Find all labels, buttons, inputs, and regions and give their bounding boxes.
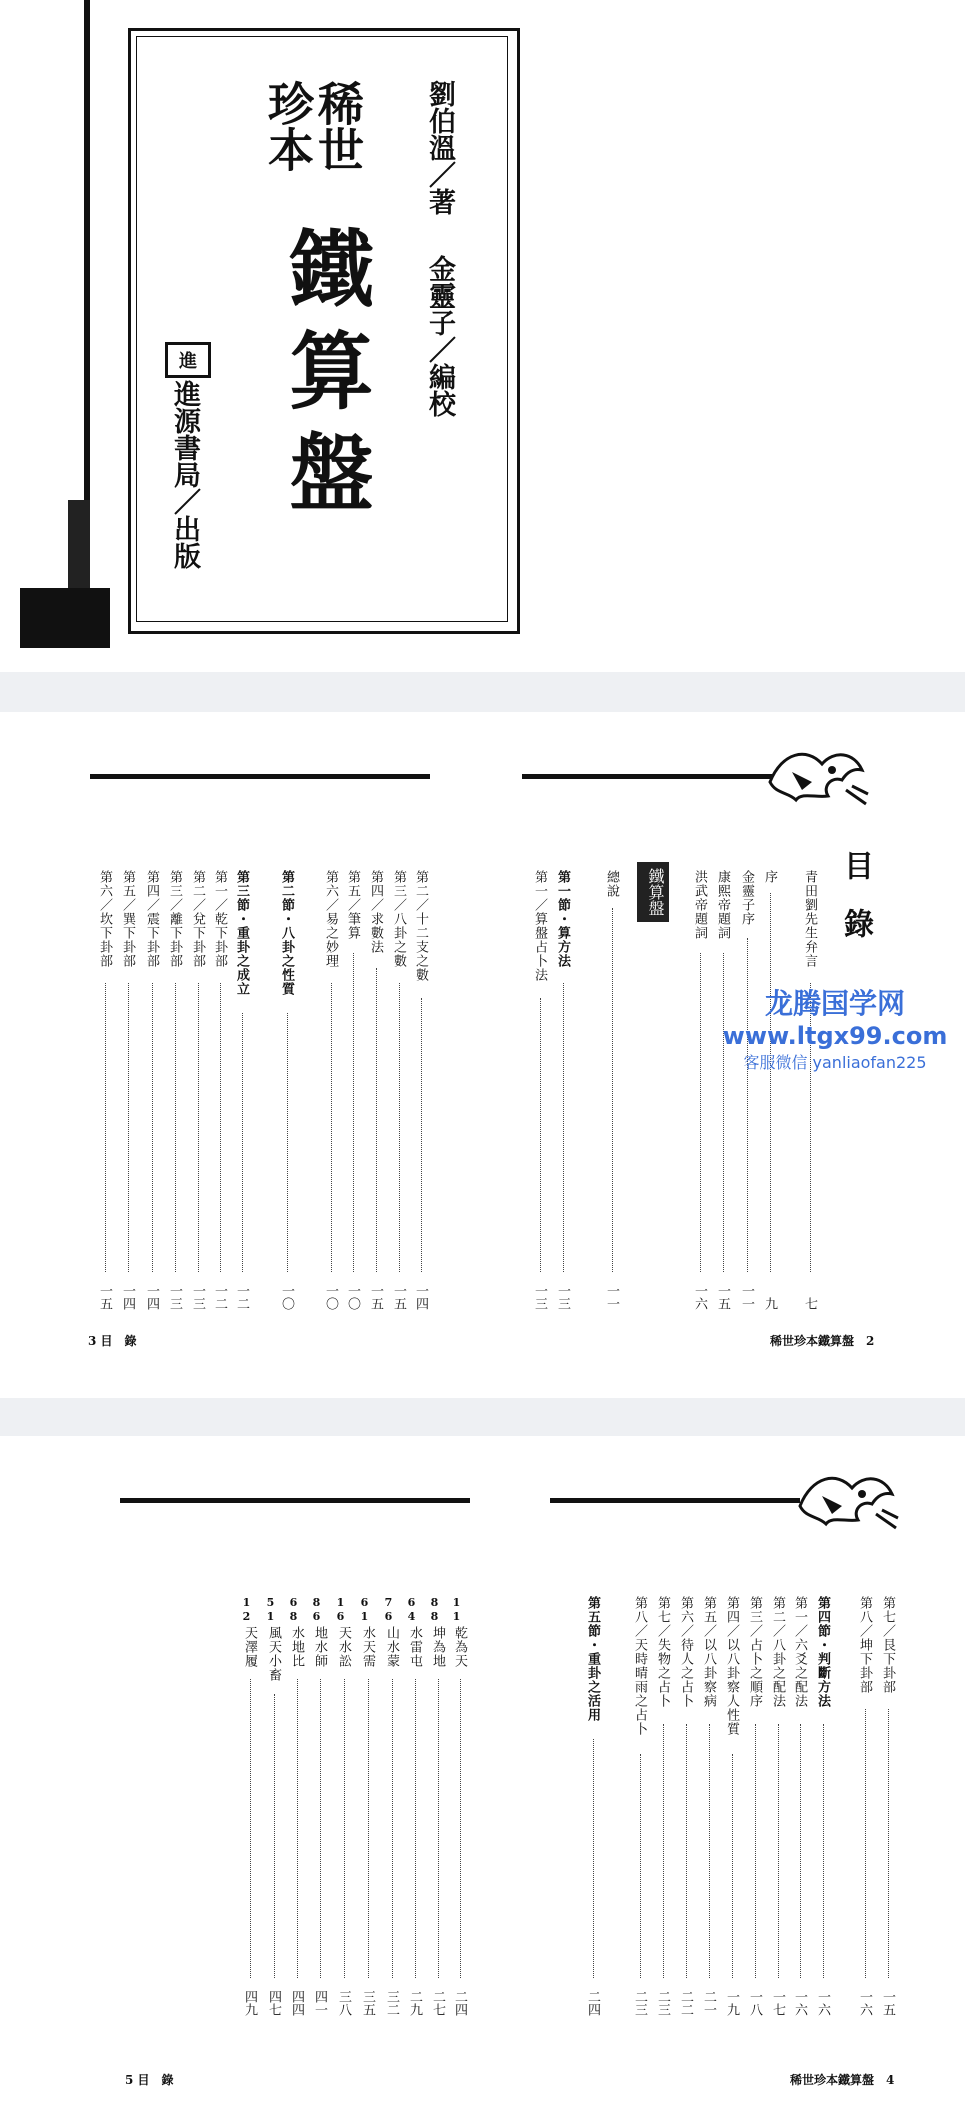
toc-entry: [653, 1596, 675, 2016]
toc-page-number: 九: [762, 1297, 777, 1310]
watermark-line-1: 龙腾国学网: [764, 987, 905, 1020]
toc-page-number: 一五: [880, 1990, 895, 2016]
toc-page-number: 一八: [747, 1990, 762, 2016]
toc-entry: [240, 1596, 262, 2016]
toc-entry: [287, 1596, 309, 2016]
toc-page-number: 一二: [212, 1284, 227, 1310]
toc-entry: [676, 1596, 698, 2016]
toc-page-number: 四九: [242, 1990, 257, 2016]
hexagram-number: 76: [382, 1596, 395, 1624]
toc-entry-title: 天水訟: [336, 1626, 351, 1668]
toc-entry-title: 第八／天時晴雨之占卜: [632, 1596, 647, 1736]
toc-entry: [800, 870, 822, 1310]
toc-page-number: 一一: [604, 1284, 619, 1310]
toc-entry-title: 第六／易之妙理: [323, 870, 338, 968]
hexagram-number: 64: [405, 1596, 418, 1624]
leader-dots: [198, 983, 199, 1272]
logo-text: 進: [179, 351, 197, 372]
author-credit: 劉伯溫／著: [424, 80, 455, 215]
leader-dots: [640, 1754, 641, 1978]
toc-entry: [188, 870, 210, 1310]
page-footer-3: 3 目 錄: [88, 1334, 137, 1348]
toc-page-number: 四七: [266, 1990, 281, 2016]
toc-page-number: 三二: [384, 1990, 399, 2016]
leader-dots: [755, 1724, 756, 1978]
leader-dots: [770, 893, 771, 1272]
toc-entry-title: 第六／坎下卦部: [97, 870, 112, 968]
toc-entry-title: 總說: [604, 870, 619, 898]
toc-entry: [405, 1596, 427, 2016]
book-spine: [20, 0, 90, 648]
toc-entry: [878, 1596, 900, 2016]
leader-dots: [287, 1013, 288, 1272]
watermark: [700, 982, 965, 1073]
cover-page: [0, 0, 965, 672]
toc-page-number: 一六: [692, 1284, 707, 1310]
toc-entry-title: 第三／占卜之順序: [747, 1596, 762, 1708]
leader-dots: [250, 1679, 251, 1978]
toc-entry: [450, 1596, 472, 2016]
toc-entry-title: 第一／六爻之配法: [792, 1596, 807, 1708]
toc-entry-title: 洪武帝題詞: [692, 870, 707, 940]
top-rule-right: [522, 774, 772, 779]
toc-entry-title: 第五節・重卦之活用: [585, 1596, 600, 1722]
toc-page-number: 一六: [857, 1990, 872, 2016]
leader-dots: [220, 983, 221, 1272]
toc-entry-title: 水雷屯: [407, 1626, 422, 1668]
toc-page-number: 二三: [632, 1990, 647, 2016]
toc-entry: [760, 870, 782, 1310]
top-rule-right-2: [550, 1498, 800, 1503]
toc-entry: [277, 870, 299, 1310]
toc-heading: 目錄: [838, 850, 873, 966]
toc-entry: [737, 870, 759, 1310]
toc-entry: [334, 1596, 356, 2016]
toc-page-number: 一五: [715, 1284, 730, 1310]
leader-dots: [778, 1724, 779, 1978]
toc-entry-title: 青田劉先生弁言: [802, 870, 817, 968]
toc-entry: [745, 1596, 767, 2016]
leader-dots: [460, 1679, 461, 1978]
toc-page-number: 一四: [120, 1284, 135, 1310]
leader-dots: [732, 1754, 733, 1978]
toc-entry: [530, 870, 552, 1310]
toc-entry: [699, 1596, 721, 2016]
leader-dots: [865, 1709, 866, 1978]
toc-entry-title: 坤為地: [430, 1626, 445, 1668]
leader-dots: [128, 983, 129, 1272]
toc-entry: [813, 1596, 835, 2016]
hexagram-number: 11: [450, 1596, 463, 1624]
toc-page-number: 一三: [532, 1284, 547, 1310]
toc-page-number: 一二: [234, 1284, 249, 1310]
leader-dots: [593, 1739, 594, 1978]
toc-entry: [382, 1596, 404, 2016]
page-footer-5: 5 目 錄: [125, 2073, 174, 2087]
leader-dots: [563, 983, 564, 1272]
toc-entry: [713, 870, 735, 1310]
leader-dots: [344, 1679, 345, 1978]
toc-page-number: 一五: [391, 1284, 406, 1310]
toc-page-number: 三八: [336, 1990, 351, 2016]
toc-entry-title: 山水蒙: [384, 1626, 399, 1668]
toc-entry-title: 第二／兌下卦部: [190, 870, 205, 968]
toc-entry: [630, 1596, 652, 2016]
toc-entry-title: 金靈子序: [739, 870, 754, 926]
toc-entry-title: 第五／以八卦察病: [701, 1596, 716, 1708]
toc-entry: [722, 1596, 744, 2016]
toc-page-number: 一七: [770, 1990, 785, 2016]
leader-dots: [353, 953, 354, 1272]
toc-entry: [855, 1596, 877, 2016]
toc-page-number: 一九: [724, 1990, 739, 2016]
toc-entry-title: 第三／離下卦部: [167, 870, 182, 968]
toc-entry-title: 第五／巽下卦部: [120, 870, 135, 968]
toc-page-number: 一三: [190, 1284, 205, 1310]
toc-entry: [602, 870, 624, 1310]
book-tag: 鐵算盤: [637, 862, 669, 922]
hexagram-number: 12: [240, 1596, 253, 1624]
toc-page-number: 一三: [167, 1284, 182, 1310]
leader-dots: [686, 1724, 687, 1978]
toc-entry: [118, 870, 140, 1310]
toc-entry: [428, 1596, 450, 2016]
toc-entry: [790, 1596, 812, 2016]
leader-dots: [376, 968, 377, 1272]
leader-dots: [800, 1724, 801, 1978]
leader-dots: [709, 1724, 710, 1978]
toc-entry-title: 水天需: [360, 1626, 375, 1668]
leader-dots: [438, 1679, 439, 1978]
toc-entry: [95, 870, 117, 1310]
toc-page-number: 一〇: [323, 1284, 338, 1310]
hexagram-number: 68: [287, 1596, 300, 1624]
editor-credit: 金靈子／編校: [424, 255, 455, 417]
toc-page-number: 二四: [585, 1990, 600, 2016]
dragon-emblem-2: [792, 1466, 902, 1536]
toc-entry-title: 第五／筆算: [345, 870, 360, 940]
toc-entry: [389, 870, 411, 1310]
toc-page-number: 一六: [815, 1990, 830, 2016]
toc-entry-title: 第七／失物之占卜: [655, 1596, 670, 1708]
toc-page-number: 四一: [312, 1990, 327, 2016]
hexagram-number: 86: [310, 1596, 323, 1624]
toc-entry-title: 第二／十二支之數: [413, 870, 428, 982]
leader-dots: [415, 1679, 416, 1978]
leader-dots: [399, 983, 400, 1272]
toc-entry-title: 康熙帝題詞: [715, 870, 730, 940]
toc-page-number: 一一: [739, 1284, 754, 1310]
toc-page-number: 二四: [452, 1990, 467, 2016]
toc-entry-title: 乾為天: [452, 1626, 467, 1668]
leader-dots: [888, 1709, 889, 1978]
leader-dots: [331, 983, 332, 1272]
leader-dots: [274, 1694, 275, 1978]
toc-entry-title: 第一／算盤占卜法: [532, 870, 547, 982]
toc-page-number: 二九: [407, 1990, 422, 2016]
toc-entry: [690, 870, 712, 1310]
toc-page-number: 二三: [655, 1990, 670, 2016]
hexagram-number: 61: [358, 1596, 371, 1624]
series-line-1: 稀世: [311, 80, 365, 172]
toc-entry: [358, 1596, 380, 2016]
toc-page-number: 一〇: [279, 1284, 294, 1310]
toc-entry-title: 第二節・八卦之性質: [279, 870, 294, 996]
toc-entry-title: 水地比: [289, 1626, 304, 1668]
leader-dots: [242, 1013, 243, 1272]
toc-entry: [411, 870, 433, 1310]
toc-entry: [768, 1596, 790, 2016]
toc-entry-title: 第二／八卦之配法: [770, 1596, 785, 1708]
toc-page-number: 一四: [144, 1284, 159, 1310]
page-footer-4: 稀世珍本鐵算盤 4: [790, 2073, 895, 2087]
toc-entry: [232, 870, 254, 1310]
leader-dots: [421, 998, 422, 1272]
leader-dots: [663, 1724, 664, 1978]
page-footer-2: 稀世珍本鐵算盤 2: [770, 1334, 875, 1348]
top-rule-left-2: [120, 1498, 470, 1503]
toc-page-number: 一〇: [345, 1284, 360, 1310]
toc-entry: [583, 1596, 605, 2016]
leader-dots: [297, 1679, 298, 1978]
dragon-emblem: [762, 742, 872, 812]
leader-dots: [105, 983, 106, 1272]
toc-page-number: 三五: [360, 1990, 375, 2016]
leader-dots: [540, 998, 541, 1272]
toc-entry-title: 第一／乾下卦部: [212, 870, 227, 968]
leader-dots: [152, 983, 153, 1272]
leader-dots: [320, 1679, 321, 1978]
toc-spread-1: [0, 712, 965, 1398]
toc-page-number: 七: [802, 1297, 817, 1310]
toc-spread-2: [0, 1436, 965, 2107]
toc-page-number: 一六: [792, 1990, 807, 2016]
toc-entry-title: 第四／求數法: [368, 870, 383, 954]
toc-entry-title: 第八／坤下卦部: [857, 1596, 872, 1694]
toc-entry-title: 第四／以八卦察人性質: [724, 1596, 739, 1736]
watermark-line-3: 客服微信 yanliaofan225: [743, 1053, 927, 1072]
toc-entry: [264, 1596, 286, 2016]
toc-entry-title: 第六／待人之占卜: [678, 1596, 693, 1708]
hexagram-number: 88: [428, 1596, 441, 1624]
publisher-logo: [165, 342, 211, 378]
toc-page-number: 四四: [289, 1990, 304, 2016]
toc-page-number: 一四: [413, 1284, 428, 1310]
toc-page-number: 二一: [701, 1990, 716, 2016]
toc-entry: [343, 870, 365, 1310]
book-title: 鐵算盤: [276, 225, 374, 531]
toc-page-number: 一三: [555, 1284, 570, 1310]
toc-entry: [553, 870, 575, 1310]
toc-entry-title: 第四節・判斷方法: [815, 1596, 830, 1708]
leader-dots: [175, 983, 176, 1272]
leader-dots: [823, 1724, 824, 1978]
series-line-2: 珍本: [261, 80, 315, 172]
toc-entry: [210, 870, 232, 1310]
toc-entry-title: 地水師: [312, 1626, 327, 1668]
leader-dots: [612, 908, 613, 1272]
toc-entry-title: 第七／艮下卦部: [880, 1596, 895, 1694]
toc-entry-title: 第三／八卦之數: [391, 870, 406, 968]
toc-entry: [310, 1596, 332, 2016]
toc-entry-title: 天澤履: [242, 1626, 257, 1668]
hexagram-number: 51: [264, 1596, 277, 1624]
watermark-line-2: www.ltgx99.com: [722, 1022, 948, 1050]
toc-entry: [366, 870, 388, 1310]
toc-page-number: 二七: [430, 1990, 445, 2016]
toc-entry-title: 第一節・算方法: [555, 870, 570, 968]
toc-entry-title: 第四／震下卦部: [144, 870, 159, 968]
toc-entry-title: 風天小畜: [266, 1626, 281, 1682]
toc-page-number: 一五: [97, 1284, 112, 1310]
leader-dots: [368, 1679, 369, 1978]
toc-page-number: 一五: [368, 1284, 383, 1310]
publisher: 進源書局／出版: [169, 380, 200, 569]
leader-dots: [392, 1679, 393, 1978]
toc-entry: [142, 870, 164, 1310]
toc-entry: [165, 870, 187, 1310]
toc-entry-title: 序: [762, 870, 777, 884]
toc-entry: [321, 870, 343, 1310]
toc-page-number: 二二: [678, 1990, 693, 2016]
hexagram-number: 16: [334, 1596, 347, 1624]
toc-entry-title: 第三節・重卦之成立: [234, 870, 249, 996]
top-rule-left: [90, 774, 430, 779]
